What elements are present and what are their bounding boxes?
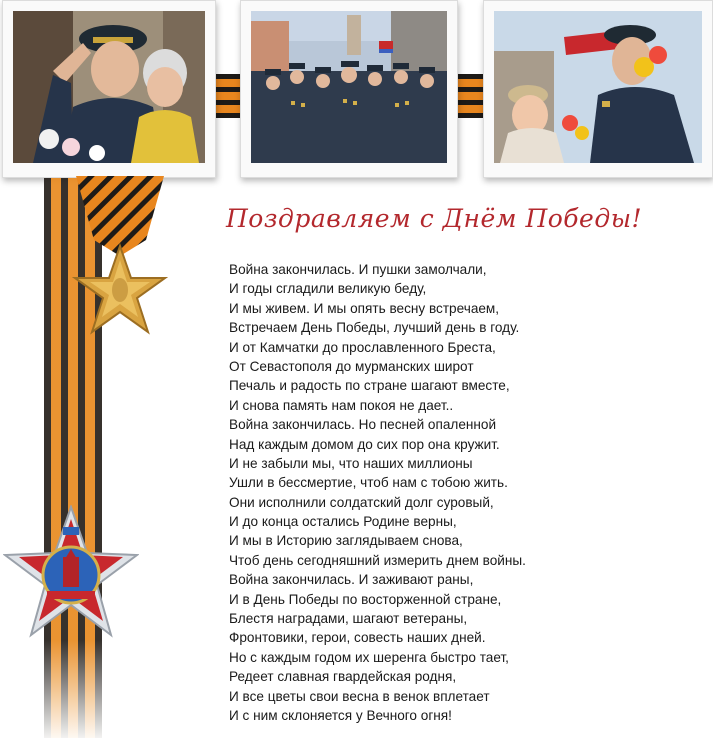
poem-line: Чтоб день сегодняшний измерить днем войны.	[229, 552, 526, 568]
veterans-parade-photo	[251, 11, 447, 163]
poem-line: И с ним склоняется у Вечного огня!	[229, 707, 452, 723]
greeting-title: Поздравляем с Днём Победы!	[226, 204, 643, 233]
photo-frame-veterans-saluting	[2, 0, 216, 178]
poem-line: Ушли в бессмертие, чтоб нам с тобою жить.	[229, 475, 508, 491]
poem-line: И в День Победы по восторженной стране,	[229, 591, 502, 607]
order-of-victory-star	[3, 505, 139, 645]
poem-line: Над каждым домом до сих пор она кружит.	[229, 436, 500, 452]
ribbon-fade	[40, 640, 110, 750]
poem	[229, 260, 699, 725]
veterans-saluting-photo	[13, 11, 205, 163]
poem-line: Война закончилась. И пушки замолчали,	[229, 262, 487, 277]
poem-line: Война закончилась. И заживают раны,	[229, 572, 474, 588]
photo-frame-veteran-child	[483, 0, 713, 178]
poem-line: Но с каждым годом их шеренга быстро тает,	[229, 649, 509, 665]
poem-line: И мы в Историю заглядываем снова,	[229, 533, 463, 549]
veteran-with-child-and-flowers-photo	[494, 11, 702, 163]
poem-line: Блестя наградами, шагают ветераны,	[229, 611, 468, 627]
poem-line: Редеет славная гвардейская родня,	[229, 669, 457, 685]
poem-line: И не забыли мы, что наших миллионы	[229, 455, 473, 471]
poem-line: От Севастополя до мурманских широт	[229, 358, 474, 374]
poem-line: И от Камчатки до прославленного Бреста,	[229, 339, 496, 355]
poem-line: И до конца остались Родине верны,	[229, 514, 457, 530]
poem-line: И снова память нам покоя не дает..	[229, 397, 454, 413]
poem-line: И мы живем. И мы опять весну встречаем,	[229, 300, 500, 316]
poem-line: И все цветы свои весна в венок вплетает	[229, 688, 490, 704]
poem-line: Фронтовики, герои, совесть наших дней.	[229, 630, 486, 646]
poem-line: Встречаем День Победы, лучший день в году.	[229, 320, 520, 336]
photo-frame-veterans-parade	[240, 0, 458, 178]
poem-line: Они исполнили солдатский долг суровый,	[229, 494, 494, 510]
gold-star-medal	[72, 242, 168, 338]
poem-line: Война закончилась. Но песней опаленной	[229, 417, 497, 433]
poem-line: И годы сгладили великую беду,	[229, 281, 427, 297]
poem-line: Печаль и радость по стране шагают вместе,	[229, 378, 510, 394]
